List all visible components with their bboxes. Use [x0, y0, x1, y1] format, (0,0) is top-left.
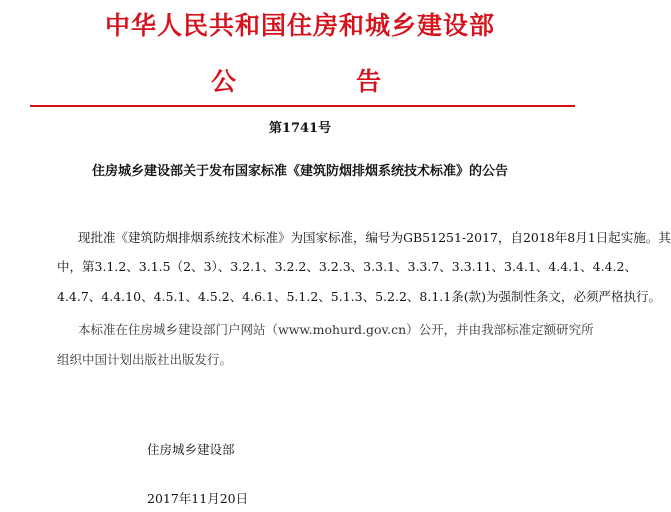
paragraph-1-line-1: 现批准《建筑防烟排烟系统技术标准》为国家标准，编号为GB51251-2017，自2018年8月1日起实施。其 — [78, 230, 671, 245]
notice-label-gong: 公 — [211, 67, 237, 96]
paragraph-2-line-2: 组织中国计划出版社出版发行。 — [57, 352, 233, 367]
red-divider — [30, 105, 575, 107]
notice-title: 住房城乡建设部关于发布国家标准《建筑防烟排烟系统技术标准》的公告 — [91, 164, 508, 179]
notice-label-gao: 告 — [356, 67, 382, 96]
signature-organization: 住房城乡建设部 — [147, 442, 235, 457]
ministry-header: 中华人民共和国住房和城乡建设部 — [104, 11, 495, 40]
paragraph-1-line-2: 中，第3.1.2、3.1.5（2、3）、3.2.1、3.2.2、3.2.3、3.3.1、3.3.7、3.3.11、3.4.1、4.4.1、4.4.2、 — [57, 259, 637, 274]
document-number: 第1741号 — [268, 121, 332, 136]
signature-date: 2017年11月20日 — [147, 491, 249, 506]
paragraph-1-line-3: 4.4.7、4.4.10、4.5.1、4.5.2、4.6.1、5.1.2、5.1.3、5.2.2、8.1.1条(款)为强制性条文，必须严格执行。 — [57, 289, 661, 304]
paragraph-2-line-1: 本标准在住房城乡建设部门户网站（www.mohurd.gov.cn）公开，并由我部标准定额研究所 — [78, 322, 594, 337]
